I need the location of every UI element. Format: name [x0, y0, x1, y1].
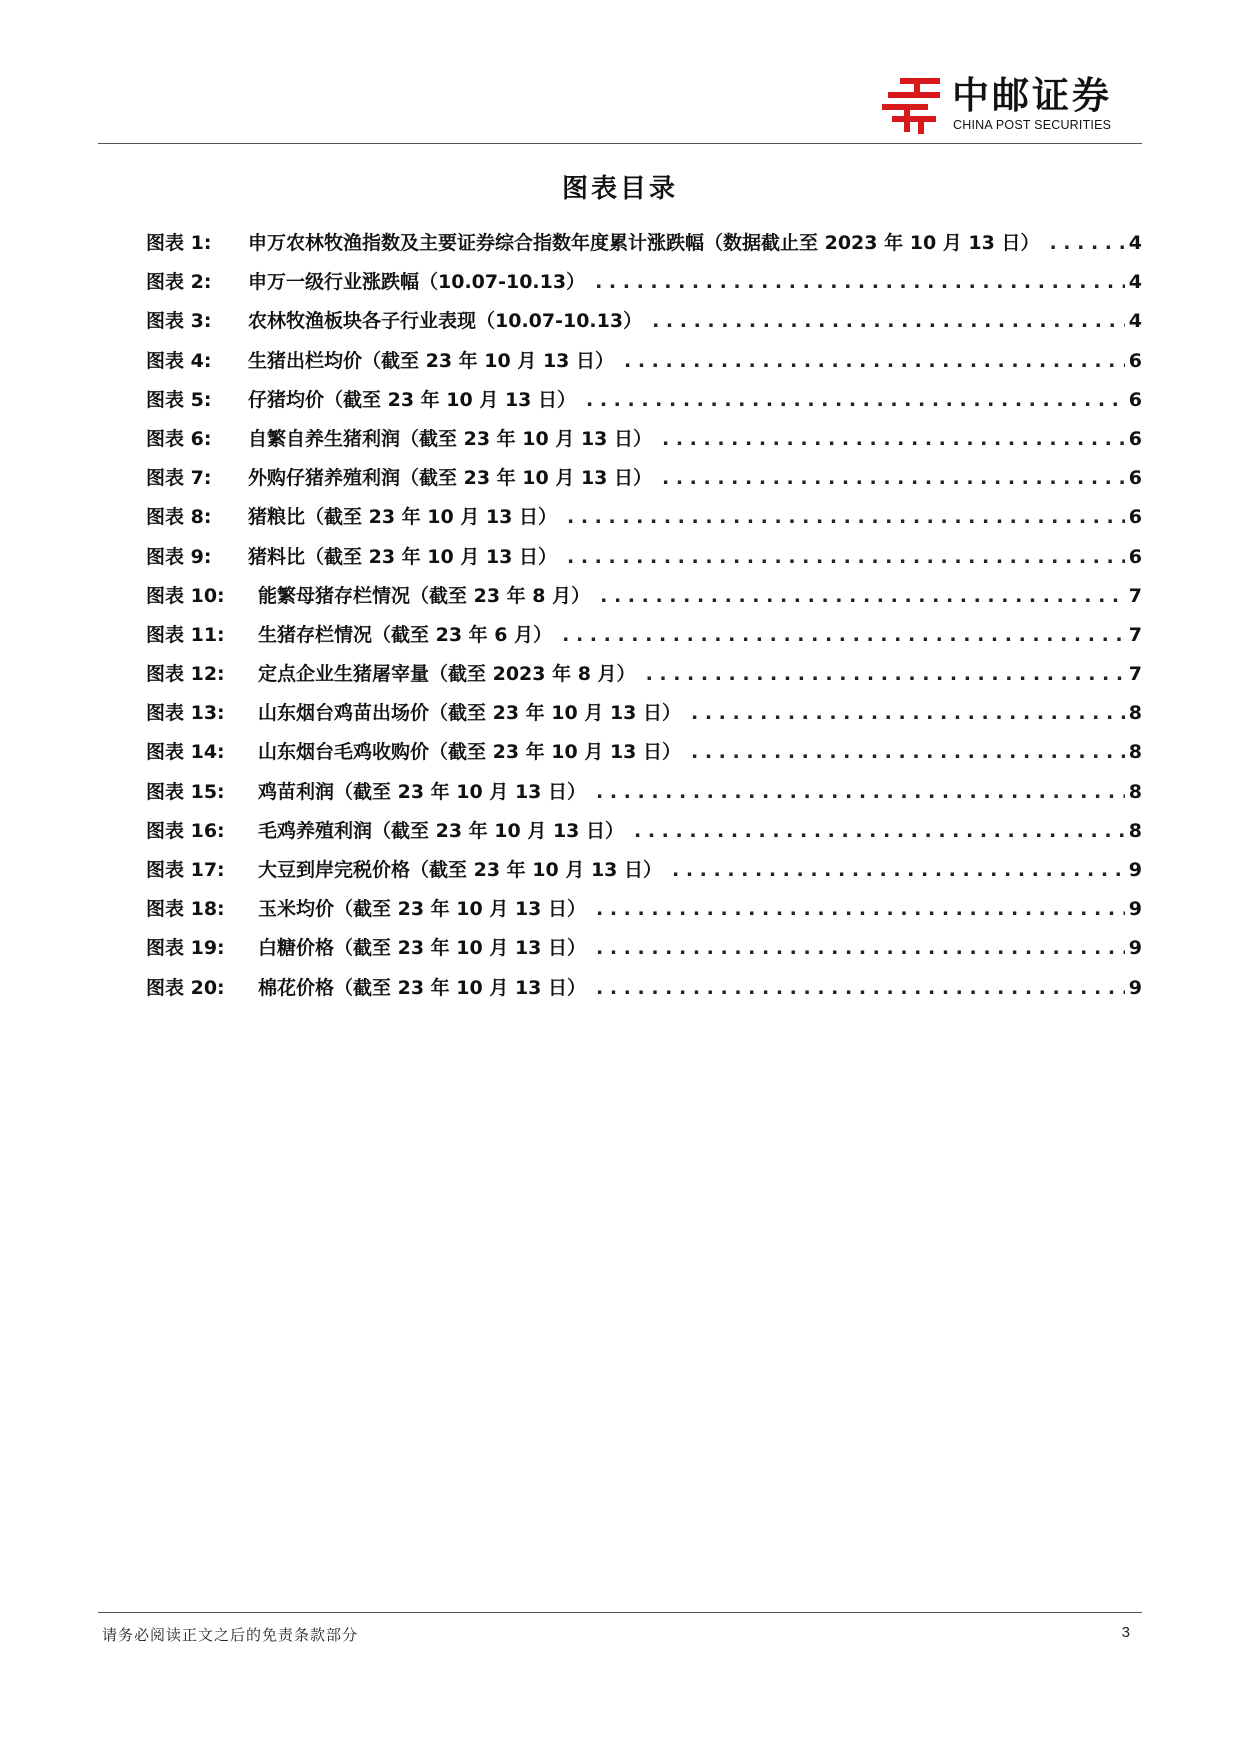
toc-entry-label: 图表 1:: [146, 232, 212, 254]
toc-entry-page: 4: [1128, 232, 1142, 254]
toc-dot-leader: [662, 459, 1125, 498]
toc-entry-page: 8: [1128, 819, 1142, 842]
toc-entry[interactable]: [146, 773, 1142, 812]
toc-entry[interactable]: [146, 420, 1142, 459]
toc-entry-page: 9: [1128, 898, 1142, 921]
toc-entry-title: 申万农林牧渔指数及主要证券综合指数年度累计涨跌幅（数据截止至 2023 年 10 月 13 日）: [248, 232, 1040, 254]
toc-entry-page: 8: [1128, 702, 1142, 725]
toc-entry-title: 申万一级行业涨跌幅（10.07-10.13）: [248, 271, 586, 294]
page-number: 3: [1121, 1624, 1130, 1641]
toc-entry-title: 棉花价格（截至 23 年 10 月 13 日）: [258, 976, 587, 999]
toc-entry-page: 6: [1128, 506, 1142, 529]
toc-dot-leader: [567, 538, 1125, 577]
toc-entry-label: 图表 9:: [146, 545, 212, 568]
toc-entry-page: 7: [1128, 584, 1142, 607]
toc-entry-label: 图表 4:: [146, 349, 212, 372]
toc-entry-title: 定点企业生猪屠宰量（截至 2023 年 8 月）: [258, 663, 636, 686]
toc-entry-title: 毛鸡养殖利润（截至 23 年 10 月 13 日）: [258, 819, 625, 842]
toc-entry[interactable]: [146, 929, 1142, 968]
toc-entry-title: 猪粮比（截至 23 年 10 月 13 日）: [248, 506, 558, 529]
toc-entry-label: 图表 13:: [146, 702, 225, 725]
toc-dot-leader: [634, 812, 1125, 851]
toc-entry-page: 4: [1128, 310, 1142, 333]
toc-dot-leader: [596, 890, 1125, 929]
toc-entry-title: 生猪出栏均价（截至 23 年 10 月 13 日）: [248, 349, 615, 372]
toc-entry-label: 图表 5:: [146, 388, 212, 411]
toc-entry[interactable]: [146, 538, 1142, 577]
toc-entry[interactable]: [146, 733, 1142, 772]
toc-entry-page: 8: [1128, 780, 1142, 803]
toc-entry-label: 图表 18:: [146, 898, 225, 921]
page-header: [0, 0, 1240, 150]
toc-entry-title: 自繁自养生猪利润（截至 23 年 10 月 13 日）: [248, 427, 653, 450]
toc-entry-page: 9: [1128, 976, 1142, 999]
disclaimer-note: 请务必阅读正文之后的免责条款部分: [102, 1626, 359, 1644]
toc-dot-leader: [624, 342, 1125, 381]
toc-entry-title: 仔猪均价（截至 23 年 10 月 13 日）: [248, 388, 577, 411]
toc-dot-leader: [586, 381, 1125, 420]
toc-entry-label: 图表 16:: [146, 819, 225, 842]
toc-entry-page: 4: [1128, 271, 1142, 294]
toc-entry-title: 农林牧渔板块各子行业表现（10.07-10.13）: [248, 310, 643, 333]
company-logo: [880, 74, 1170, 136]
toc-entry[interactable]: [146, 263, 1142, 302]
toc-entry-label: 图表 8:: [146, 506, 212, 529]
toc-entry-label: 图表 2:: [146, 271, 212, 294]
toc-entry-label: 图表 7:: [146, 467, 212, 490]
toc-entry-title: 玉米均价（截至 23 年 10 月 13 日）: [258, 898, 587, 921]
toc-dot-leader: [567, 498, 1125, 537]
toc-entry-label: 图表 6:: [146, 427, 212, 450]
toc-dot-leader: [691, 694, 1125, 733]
toc-dot-leader: [662, 420, 1125, 459]
toc-dot-leader: [672, 851, 1125, 890]
toc-dot-leader: [652, 302, 1125, 341]
toc-entry-title: 大豆到岸完税价格（截至 23 年 10 月 13 日）: [258, 859, 663, 881]
toc-entry-page: 8: [1128, 741, 1142, 764]
toc-entry[interactable]: [146, 302, 1142, 341]
toc-entry-page: 6: [1128, 427, 1142, 450]
toc-dot-leader: [596, 773, 1125, 812]
toc-entry-page: 6: [1128, 545, 1142, 568]
toc-entry-label: 图表 15:: [146, 780, 225, 803]
toc-dot-leader: [596, 969, 1125, 1008]
toc-entry-page: 9: [1128, 859, 1142, 881]
toc-entry-page: 7: [1128, 623, 1142, 646]
toc-entry-title: 生猪存栏情况（截至 23 年 6 月）: [258, 623, 553, 646]
toc-entry[interactable]: [146, 459, 1142, 498]
toc-entry-page: 7: [1128, 663, 1142, 686]
toc-list: [146, 224, 1142, 1008]
toc-entry[interactable]: [146, 890, 1142, 929]
toc-entry-label: 图表 3:: [146, 310, 212, 333]
toc-entry-page: 6: [1128, 467, 1142, 490]
toc-entry-title: 鸡苗利润（截至 23 年 10 月 13 日）: [258, 780, 587, 803]
toc-dot-leader: [600, 577, 1125, 616]
toc-entry-label: 图表 14:: [146, 741, 225, 764]
toc-entry-label: 图表 12:: [146, 663, 225, 686]
toc-entry-page: 6: [1128, 388, 1142, 411]
china-post-logo-icon: [880, 74, 942, 136]
toc-dot-leader: [562, 616, 1125, 655]
toc-entry-title: 外购仔猪养殖利润（截至 23 年 10 月 13 日）: [248, 467, 653, 490]
toc-dot-leader: [691, 733, 1125, 772]
logo-chinese-name: 中邮证券: [952, 74, 1112, 117]
toc-entry-page: 9: [1128, 937, 1142, 960]
toc-entry[interactable]: [146, 969, 1142, 1008]
toc-entry-label: 图表 11:: [146, 623, 225, 646]
toc-entry-label: 图表 20:: [146, 976, 225, 999]
toc-entry-title: 能繁母猪存栏情况（截至 23 年 8 月）: [258, 584, 591, 607]
toc-dot-leader: [646, 655, 1125, 694]
toc-dot-leader: [595, 263, 1125, 302]
toc-entry-label: 图表 10:: [146, 584, 225, 607]
toc-entry[interactable]: [146, 498, 1142, 537]
toc-entry-title: 山东烟台毛鸡收购价（截至 23 年 10 月 13 日）: [258, 741, 682, 764]
toc-entry-title: 猪料比（截至 23 年 10 月 13 日）: [248, 545, 558, 568]
toc-entry[interactable]: [146, 342, 1142, 381]
footer-divider: [98, 1612, 1142, 1613]
toc-entry[interactable]: [146, 577, 1142, 616]
toc-dot-leader: [596, 929, 1125, 968]
toc-entry[interactable]: [146, 694, 1142, 733]
header-divider: [98, 143, 1142, 144]
toc-entry-title: 白糖价格（截至 23 年 10 月 13 日）: [258, 937, 587, 960]
toc-entry[interactable]: [146, 812, 1142, 851]
toc-entry-label: 图表 17:: [146, 859, 225, 881]
toc-entry[interactable]: [146, 851, 1142, 890]
logo-english-name: CHINA POST SECURITIES: [953, 118, 1112, 132]
toc-entry[interactable]: [146, 224, 1142, 263]
toc-title: 图表目录: [561, 174, 678, 204]
toc-entry[interactable]: [146, 655, 1142, 694]
toc-entry-label: 图表 19:: [146, 937, 225, 960]
toc-dot-leader: [1049, 224, 1124, 263]
toc-entry[interactable]: [146, 381, 1142, 420]
toc-entry-page: 6: [1128, 349, 1142, 372]
toc-entry-title: 山东烟台鸡苗出场价（截至 23 年 10 月 13 日）: [258, 702, 682, 725]
toc-entry[interactable]: [146, 616, 1142, 655]
